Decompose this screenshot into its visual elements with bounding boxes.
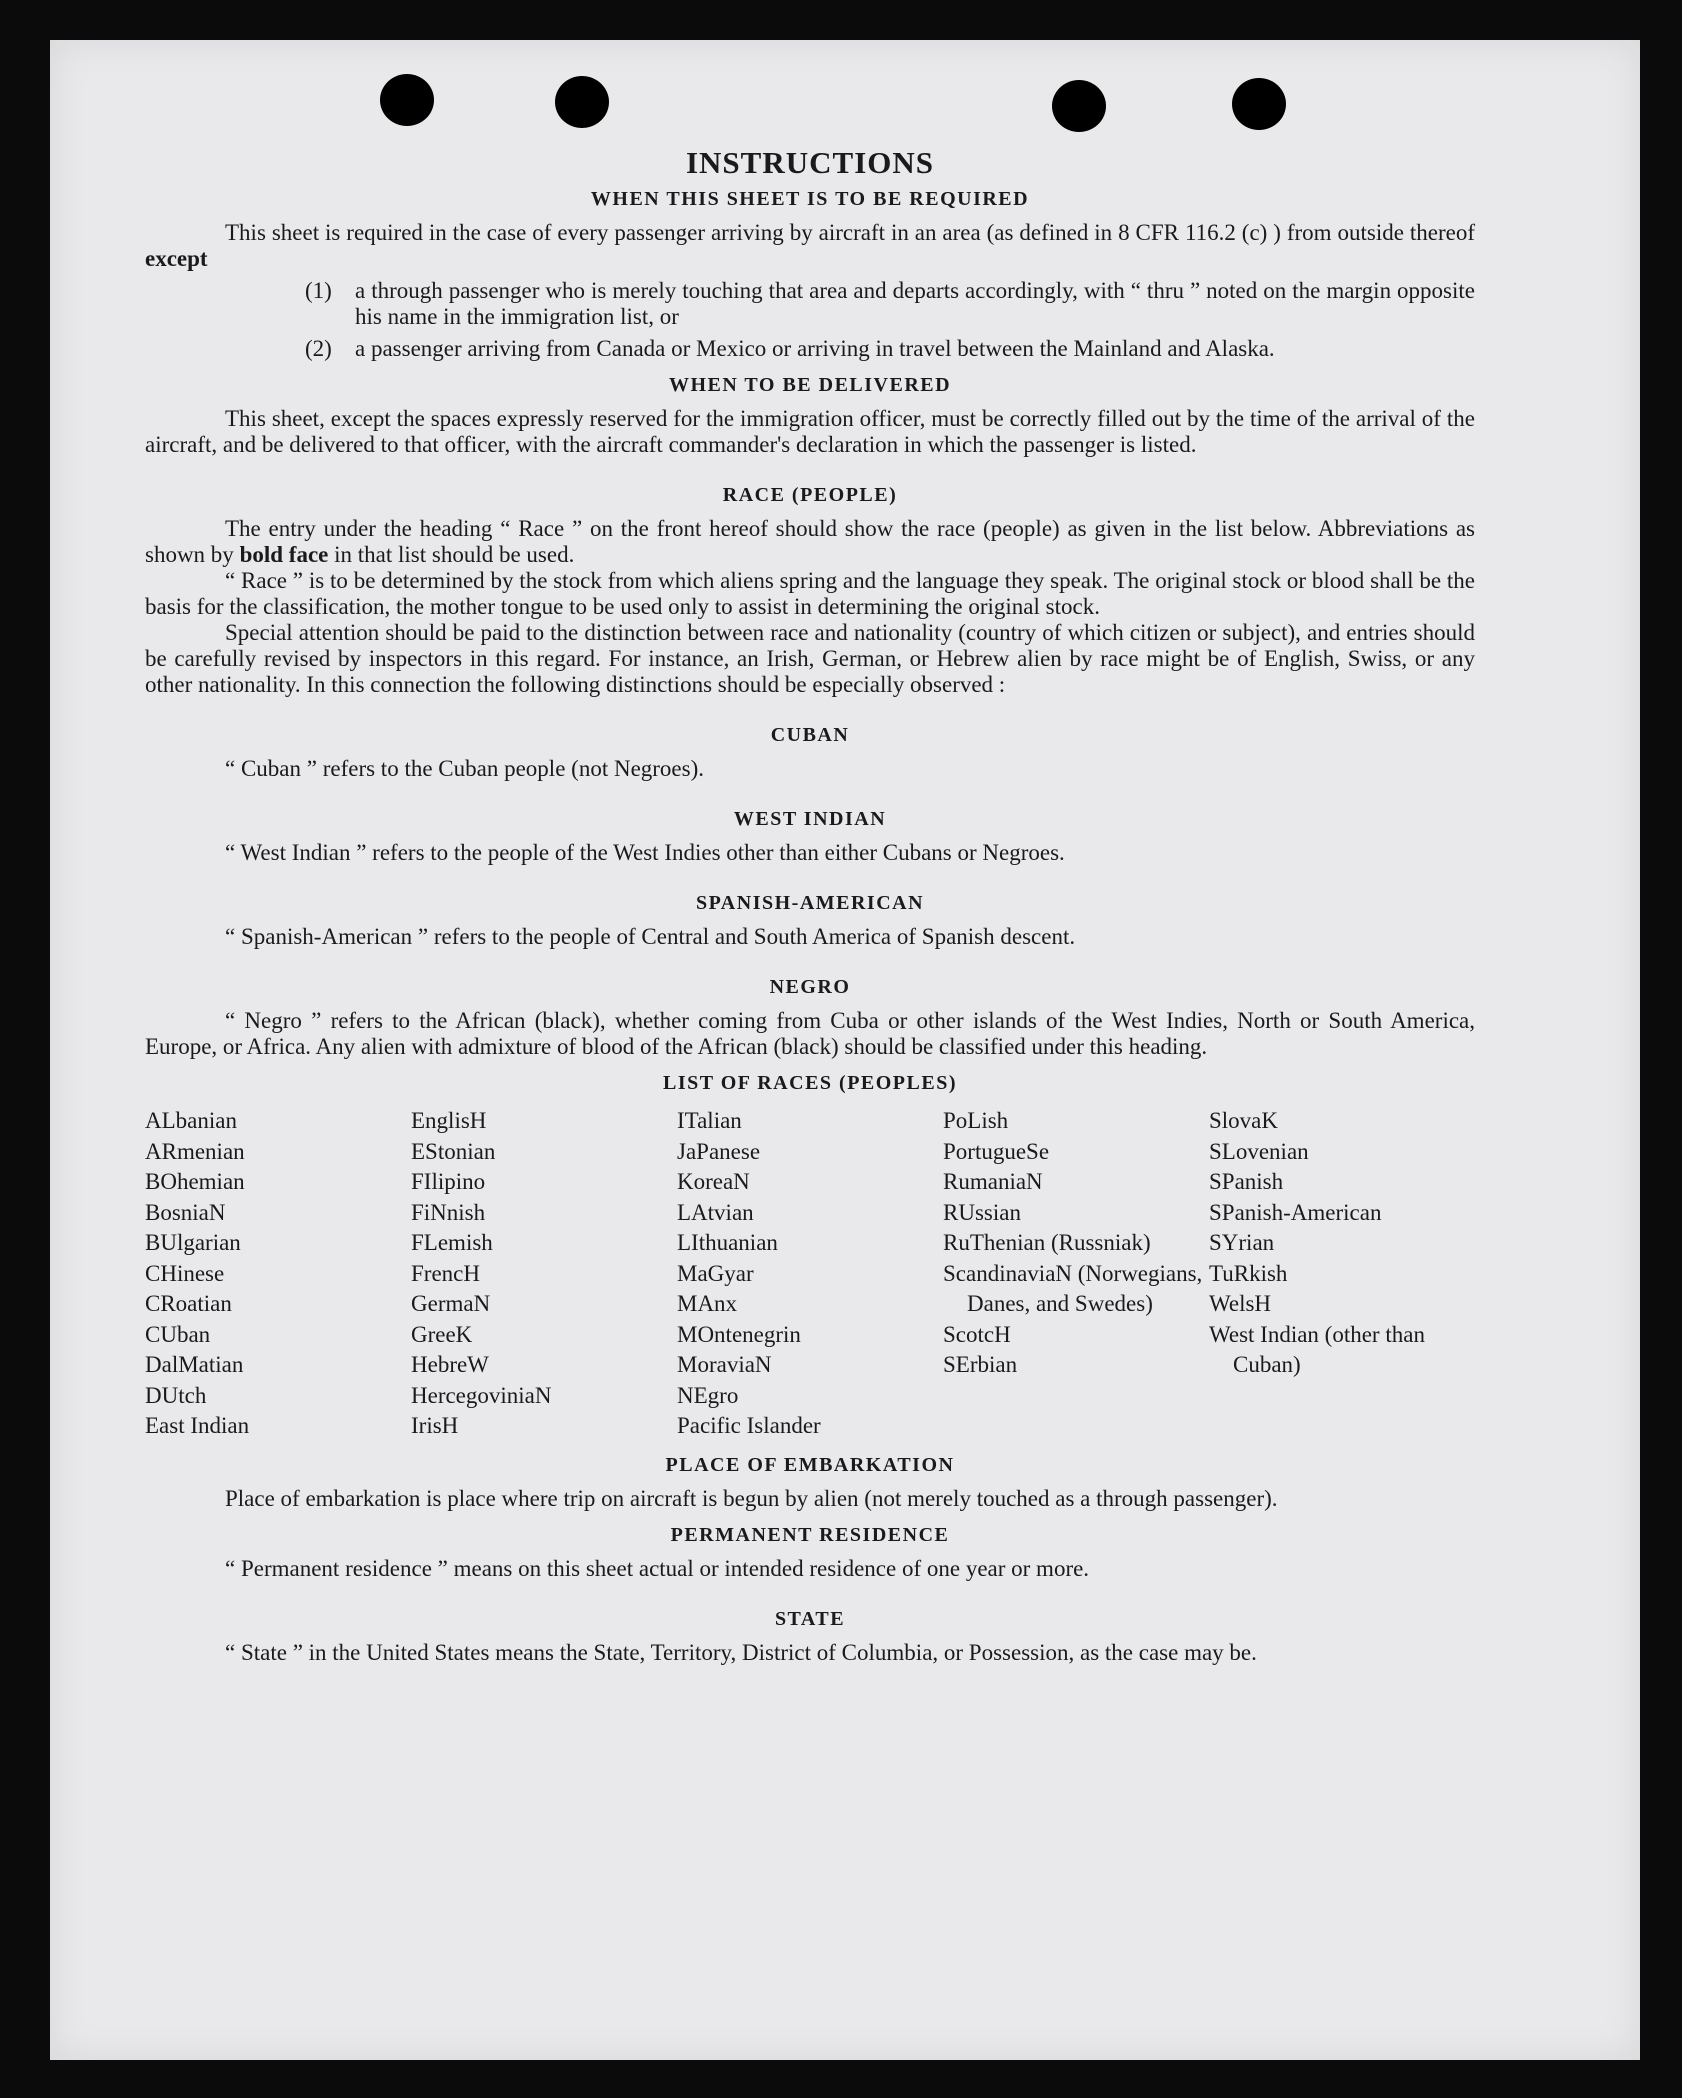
race-item: SYrian bbox=[1209, 1230, 1275, 1255]
punch-hole bbox=[380, 74, 434, 126]
race-item: FrencH bbox=[411, 1260, 480, 1286]
race-item: FiNnish bbox=[411, 1199, 486, 1225]
paragraph: This sheet, except the spaces expressly reserved for the immigration officer, must be correctly filled out by the time of the arrival of the aircraft, and be delivered to that officer, with the aircraft commander's declaration in which the passenger is listed. bbox=[145, 406, 1475, 457]
paragraph: “ Spanish-American ” refers to the people of Central and South America of Spanish descent. bbox=[225, 924, 1076, 949]
section-heading: STATE bbox=[774, 1607, 846, 1630]
race-item: CRoatian bbox=[145, 1291, 232, 1316]
list-item bbox=[305, 278, 1475, 330]
paragraph-text: in that list should be used. bbox=[334, 542, 575, 567]
list-item bbox=[305, 336, 1475, 362]
race-item: East Indian bbox=[145, 1413, 250, 1438]
race-item: PoLish bbox=[943, 1108, 1009, 1133]
race-item: CUban bbox=[145, 1321, 211, 1347]
page-title: INSTRUCTIONS bbox=[685, 145, 934, 180]
race-item: West Indian (other than Cuban) bbox=[1209, 1321, 1425, 1377]
section-heading: NEGRO bbox=[769, 976, 851, 998]
section-heading: LIST OF RACES (PEOPLES) bbox=[662, 1072, 957, 1094]
punch-hole bbox=[555, 76, 609, 128]
section-heading: WEST INDIAN bbox=[733, 808, 887, 830]
race-item: JaPanese bbox=[677, 1138, 761, 1164]
race-item: WelsH bbox=[1209, 1291, 1272, 1316]
item-text: a through passenger who is merely touching that area and departs accordingly, with “ thru ” noted on the margin opposite his name in the immigration list, or bbox=[355, 278, 1475, 329]
race-item: CHinese bbox=[145, 1260, 225, 1286]
section-heading: SPANISH-AMERICAN bbox=[695, 892, 925, 914]
paragraph: “ Permanent residence ” means on this sheet actual or intended residence of one year or more. bbox=[225, 1555, 1090, 1581]
race-item: FIlipino bbox=[411, 1169, 486, 1194]
race-item: ScotcH bbox=[943, 1321, 1011, 1347]
race-item: LAtvian bbox=[677, 1199, 754, 1225]
race-item: GreeK bbox=[411, 1321, 473, 1347]
race-item: PortugueSe bbox=[943, 1138, 1050, 1164]
paragraph: “ State ” in the United States means the State, Territory, District of Columbia, or Possession, as the case may be. bbox=[225, 1639, 1257, 1665]
race-item: KoreaN bbox=[677, 1169, 750, 1194]
races-column bbox=[943, 1106, 1209, 1442]
race-item: ALbanian bbox=[145, 1108, 237, 1133]
bold-text: except bbox=[145, 246, 208, 271]
race-item: ARmenian bbox=[145, 1138, 245, 1164]
race-item: HebreW bbox=[411, 1352, 489, 1377]
race-item: MAnx bbox=[677, 1291, 738, 1316]
race-item: SlovaK bbox=[1209, 1108, 1278, 1133]
races-column bbox=[1209, 1106, 1475, 1442]
race-item: DalMatian bbox=[145, 1352, 244, 1377]
race-item: ScandinaviaN (Norwegians, Danes, and Swedes) bbox=[943, 1260, 1203, 1316]
race-item: SPanish bbox=[1209, 1169, 1284, 1194]
races-list bbox=[145, 1106, 1475, 1442]
paragraph: “ West Indian ” refers to the people of the West Indies other than either Cubans or Negroes. bbox=[225, 840, 1065, 865]
section-heading: RACE (PEOPLE) bbox=[722, 484, 898, 506]
races-column bbox=[677, 1106, 943, 1442]
race-item: Pacific Islander bbox=[677, 1413, 821, 1438]
paragraph bbox=[145, 516, 1475, 568]
paragraph: “ Race ” is to be determined by the stock from which aliens spring and the language they speak. The original stock or blood shall be the basis for the classification, the mother tongue to be used only to assist in determining the original stock. bbox=[145, 568, 1475, 619]
race-item: MOntenegrin bbox=[677, 1321, 801, 1347]
race-item: SErbian bbox=[943, 1352, 1018, 1377]
race-item: RUssian bbox=[943, 1199, 1021, 1225]
race-item: MaGyar bbox=[677, 1260, 754, 1286]
paragraph-text: This sheet is required in the case of every passenger arriving by aircraft in an area (as defined in 8 CFR 116.2 (c) ) from outside thereof bbox=[225, 220, 1475, 245]
race-item: NEgro bbox=[677, 1382, 739, 1408]
races-column bbox=[145, 1106, 411, 1442]
section-heading: PERMANENT RESIDENCE bbox=[670, 1523, 950, 1546]
races-column bbox=[411, 1106, 677, 1442]
race-item: RumaniaN bbox=[943, 1169, 1043, 1194]
race-item: MoraviaN bbox=[677, 1352, 772, 1377]
race-item: GermaN bbox=[411, 1291, 491, 1316]
race-item: FLemish bbox=[411, 1230, 493, 1255]
bold-text: bold face bbox=[239, 542, 329, 567]
race-item: RuThenian (Russniak) bbox=[943, 1230, 1151, 1255]
section-heading: CUBAN bbox=[770, 724, 850, 746]
race-item: SPanish-American bbox=[1209, 1199, 1382, 1225]
race-item: BosniaN bbox=[145, 1199, 226, 1225]
race-item: BUlgarian bbox=[145, 1230, 241, 1255]
section-heading: PLACE OF EMBARKATION bbox=[665, 1453, 955, 1476]
item-number: (2) bbox=[305, 336, 332, 361]
race-item: BOhemian bbox=[145, 1169, 245, 1194]
paragraph bbox=[145, 220, 1475, 272]
race-item: SLovenian bbox=[1209, 1138, 1309, 1164]
section-heading: WHEN THIS SHEET IS TO BE REQUIRED bbox=[590, 188, 1030, 210]
race-item: ITalian bbox=[677, 1108, 742, 1133]
race-item: LIthuanian bbox=[677, 1230, 778, 1255]
punch-hole bbox=[1052, 80, 1106, 132]
punch-hole bbox=[1232, 78, 1286, 130]
race-item: EStonian bbox=[411, 1138, 496, 1164]
race-item: EnglisH bbox=[411, 1108, 487, 1133]
race-item: TuRkish bbox=[1209, 1260, 1288, 1286]
paragraph: “ Cuban ” refers to the Cuban people (not Negroes). bbox=[225, 756, 705, 781]
item-number: (1) bbox=[305, 278, 332, 303]
paragraph: Special attention should be paid to the distinction between race and nationality (country of which citizen or subject), and entries should be carefully revised by inspectors in this regard. For instance, an Irish, German, or Hebrew alien by race might be of English, Swiss, or any other nationality. In this connection the following distinctions should be especially observed : bbox=[145, 620, 1475, 697]
paragraph-text: The entry under the heading “ Race ” on the front hereof should show the race (people) as given in the list below. Abbreviations as shown by bbox=[145, 516, 1475, 567]
race-item: DUtch bbox=[145, 1382, 207, 1408]
document-content bbox=[145, 145, 1475, 1666]
item-text: a passenger arriving from Canada or Mexico or arriving in travel between the Mainland and Alaska. bbox=[355, 336, 1275, 361]
section-heading: WHEN TO BE DELIVERED bbox=[668, 374, 952, 396]
race-item: HercegoviniaN bbox=[411, 1382, 552, 1408]
race-item: IrisH bbox=[411, 1413, 459, 1438]
paragraph: Place of embarkation is place where trip on aircraft is begun by alien (not merely touched as a through passenger). bbox=[225, 1485, 1278, 1511]
paragraph: “ Negro ” refers to the African (black), whether coming from Cuba or other islands of the West Indies, North or South America, Europe, or Africa. Any alien with admixture of blood of the African (black) should be classified under this heading. bbox=[145, 1008, 1475, 1059]
